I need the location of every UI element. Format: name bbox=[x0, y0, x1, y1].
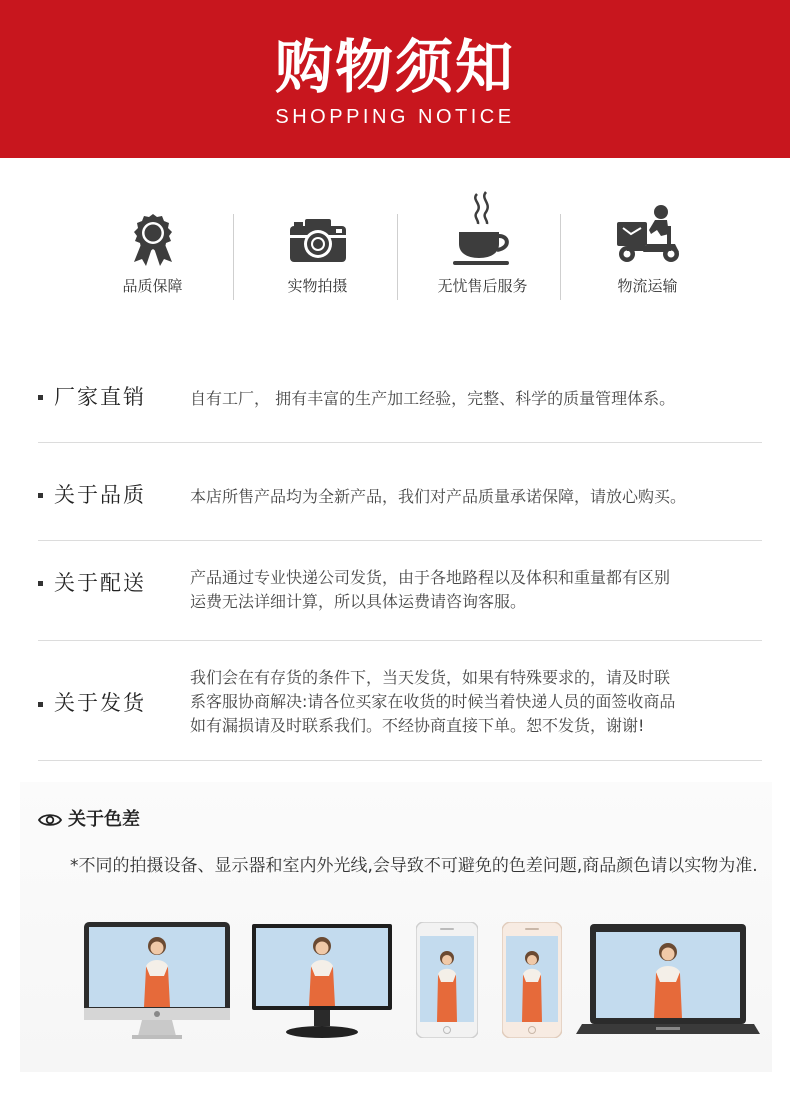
divider bbox=[38, 760, 762, 761]
notice-title: 关于品质 bbox=[54, 483, 146, 507]
eye-icon bbox=[38, 812, 62, 828]
divider bbox=[233, 214, 234, 300]
bullet bbox=[38, 581, 43, 586]
color-difference-section bbox=[20, 782, 772, 1072]
notice-title: 关于发货 bbox=[54, 691, 146, 715]
camera-icon bbox=[287, 216, 349, 264]
bullet bbox=[38, 395, 43, 400]
bullet bbox=[38, 702, 43, 707]
divider bbox=[560, 214, 561, 300]
feature-quality bbox=[70, 190, 235, 310]
notice-title: 厂家直销 bbox=[54, 385, 146, 409]
notice-title: 关于配送 bbox=[54, 571, 146, 595]
page-title: 购物须知 bbox=[274, 33, 515, 101]
feature-label: 无忧售后服务 bbox=[437, 277, 528, 295]
feature-logistics bbox=[565, 190, 730, 310]
divider bbox=[38, 540, 762, 541]
divider bbox=[38, 640, 762, 641]
notice-text: 自有工厂， 拥有丰富的生产加工经验，完整、科学的质量管理体系。 bbox=[190, 389, 676, 408]
coffee-cup-icon bbox=[451, 190, 515, 268]
white-smartphone bbox=[416, 922, 478, 1038]
gold-smartphone bbox=[502, 922, 562, 1038]
imac-monitor bbox=[84, 922, 230, 1040]
notice-row bbox=[38, 666, 762, 740]
page-subtitle: SHOPPING NOTICE bbox=[275, 106, 515, 128]
color-difference-text: *不同的拍摄设备、显示器和室内外光线,会导致不可避免的色差问题,商品颜色请以实物为准. bbox=[70, 856, 758, 876]
bullet bbox=[38, 493, 43, 498]
feature-label: 实物拍摄 bbox=[287, 277, 348, 295]
notice-text: 产品通过专业快递公司发货，由于各地路程以及体积和重量都有区别 运费无法详细计算，所以具体运费请咨询客服。 bbox=[190, 568, 671, 611]
feature-label: 品质保障 bbox=[122, 277, 183, 295]
notice-text: 我们会在有存货的条件下，当天发货，如果有特殊要求的，请及时联 系客服协商解决:请各位买家在收货的时候当着快递人员的面签收商品 如有漏损请及时联系我们。不经协商直接下单。恕不发货，谢谢! bbox=[190, 668, 676, 735]
notice-text: 本店所售产品均为全新产品，我们对产品质量承诺保障，请放心购买。 bbox=[190, 487, 687, 506]
desktop-monitor bbox=[252, 924, 392, 1040]
notice-row bbox=[38, 384, 762, 414]
color-difference-title: 关于色差 bbox=[68, 809, 140, 830]
feature-aftersales bbox=[400, 190, 565, 310]
delivery-scooter-icon bbox=[613, 204, 683, 266]
laptop bbox=[576, 924, 760, 1038]
divider bbox=[38, 442, 762, 443]
feature-label: 物流运输 bbox=[617, 277, 678, 295]
notice-row bbox=[38, 482, 762, 512]
divider bbox=[397, 214, 398, 300]
header-banner bbox=[0, 0, 790, 158]
award-medal-icon bbox=[130, 212, 176, 266]
notice-row bbox=[38, 566, 762, 616]
feature-strip bbox=[70, 190, 730, 310]
feature-photo bbox=[235, 190, 400, 310]
device-row bbox=[20, 922, 772, 1062]
